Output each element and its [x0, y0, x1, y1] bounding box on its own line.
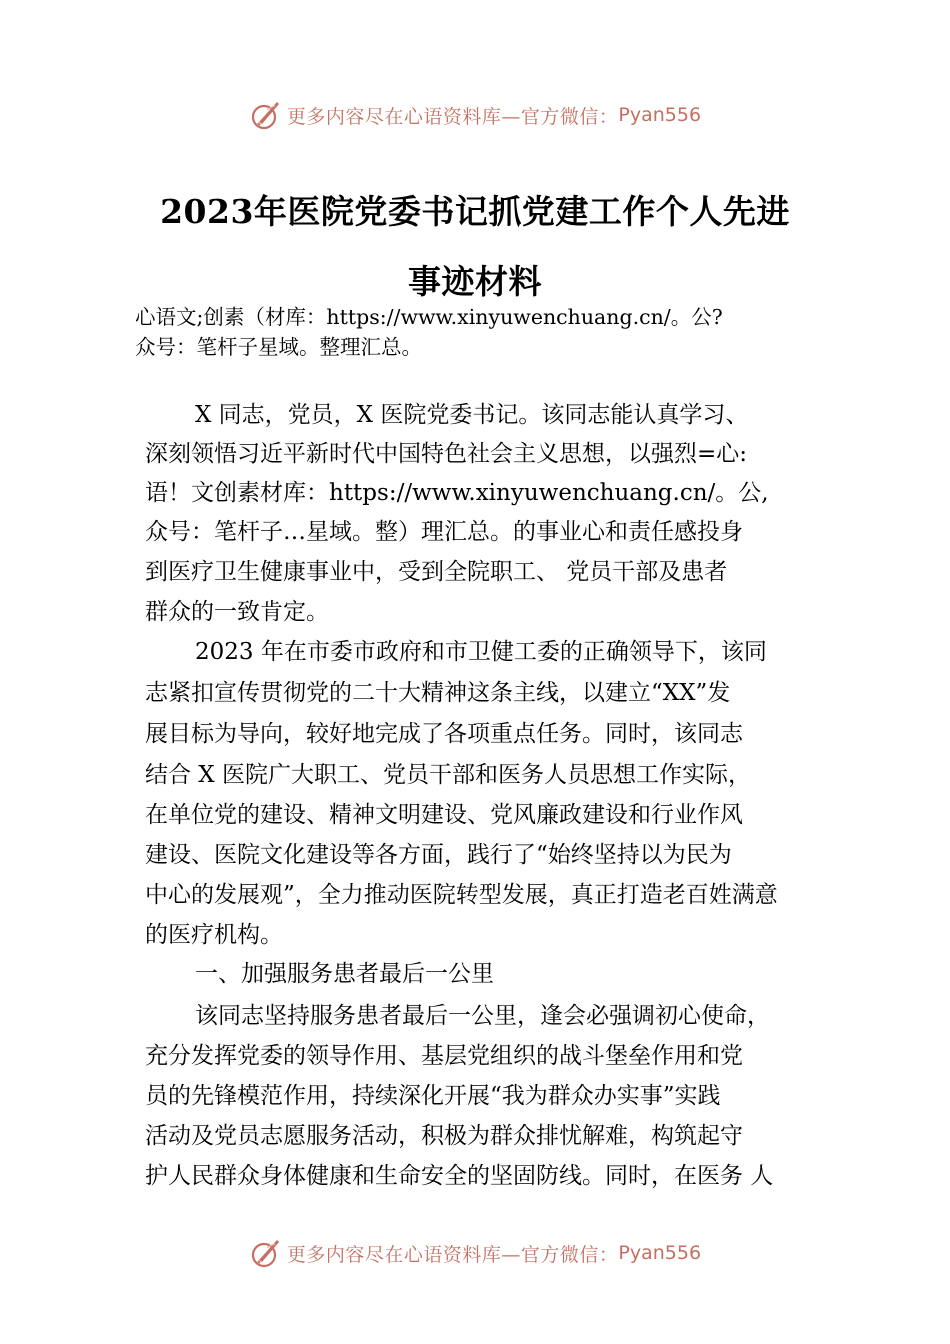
- section-heading: 一、加强服务患者最后一公里: [195, 961, 494, 987]
- body-line: 在单位党的建设、精神文明建设、党风廉政建设和行业作风: [145, 802, 743, 828]
- body-line: 建设、医院文化建设等各方面，践行了“始终坚持以为民为: [145, 842, 732, 868]
- feather-pen-seal-icon: [249, 1236, 283, 1270]
- feather-pen-seal-icon: [249, 98, 283, 132]
- body-line: 展目标为导向，较好地完成了各项重点任务。同时，该同志: [145, 721, 743, 747]
- document-title-line-1: 2023年医院党委书记抓党建工作个人先进: [160, 192, 790, 231]
- body-line: 到医疗卫生健康事业中，受到全院职工、 党员干部及患者: [145, 559, 728, 585]
- header-banner: [0, 95, 950, 135]
- body-line: 众号：笔杆子…星域。整）理汇总。的事业心和责任感投身: [145, 519, 743, 545]
- body-line: 群众的一致肯定。: [145, 599, 329, 625]
- body-line: 深刻领悟习近平新时代中国特色社会主义思想，以强烈=心:: [145, 441, 748, 467]
- body-line: 员的先锋模范作用，持续深化开展“我为群众办实事”实践: [145, 1083, 721, 1109]
- body-line: 中心的发展观”，全力推动医院转型发展，真正打造老百姓满意: [145, 882, 778, 908]
- body-line: 结合 X 医院广大职工、党员干部和医务人员思想工作实际，: [145, 762, 751, 788]
- body-line: 活动及党员志愿服务活动，积极为群众排忧解难，构筑起守: [145, 1123, 743, 1149]
- document-title-line-2: 事迹材料: [408, 262, 542, 301]
- body-line: 志紧扣宣传贯彻党的二十大精神这条主线，以建立“XX”发: [145, 680, 731, 706]
- body-line: 护人民群众身体健康和生命安全的坚固防线。同时，在医务 人: [145, 1163, 774, 1189]
- body-line: 充分发挥党委的领导作用、基层党组织的战斗堡垒作用和党: [145, 1043, 743, 1069]
- body-line: 的医疗机构。: [145, 922, 283, 948]
- body-line: 语！文创素材库：https://www.xinyuwenchuang.cn/。公,: [145, 480, 769, 506]
- body-line: X 同志，党员，X 医院党委书记。该同志能认真学习、: [195, 402, 749, 428]
- wechat-id: Pyan556: [618, 104, 702, 126]
- banner-text: 更多内容尽在心语资料库—官方微信：: [286, 105, 619, 128]
- body-line: 该同志坚持服务患者最后一公里，逢会必强调初心使命，: [195, 1003, 770, 1029]
- wechat-id: Pyan556: [618, 1242, 702, 1264]
- source-note-line-1: 心语文;创素（材库：https://www.xinyuwenchuang.cn/。公?: [135, 305, 723, 329]
- banner-text: 更多内容尽在心语资料库—官方微信：: [286, 1243, 619, 1266]
- footer-banner: [0, 1233, 950, 1273]
- source-note-line-2: 众号：笔杆子星域。整理汇总。: [135, 335, 422, 359]
- body-line: 2023 年在市委市政府和市卫健工委的正确领导下，该同: [195, 639, 767, 665]
